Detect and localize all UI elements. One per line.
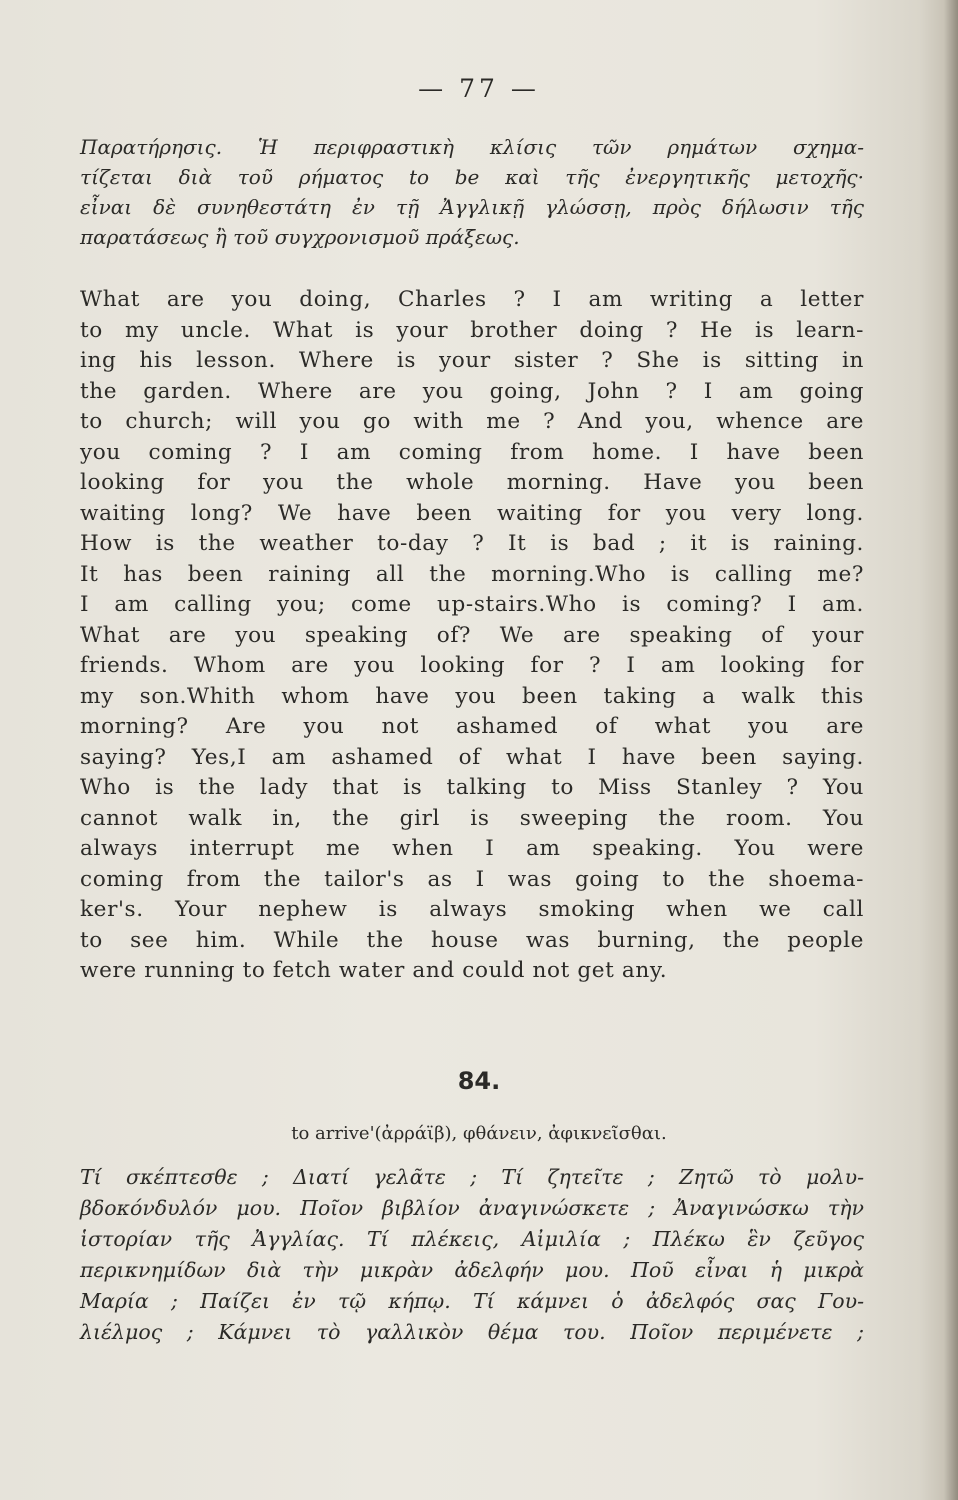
text-line: What are you speaking of? We are speaking of your xyxy=(80,622,864,648)
exercise-line: λιέλμος ; Κάμνει τὸ γαλλικὸν θέμα του. Ποῖον περιμένετε ; xyxy=(80,1320,864,1344)
note-line: τίζεται διὰ τοῦ ρήματος to be καὶ τῆς ἐνεργητικῆς μετοχῆς· xyxy=(80,165,864,189)
text-line: waiting long? We have been waiting for you very long. xyxy=(80,500,864,526)
text-line: Who is the lady that is talking to Miss Stanley ? You xyxy=(80,775,864,800)
exercise-line: βδοκόνδυλόν μου. Ποῖον βιβλίον ἀναγινώσκετε ; Ἀναγινώσκω τὴν xyxy=(80,1196,864,1220)
text-line: It has been raining all the morning.Who is calling me? xyxy=(80,561,864,587)
english-exercise-paragraph xyxy=(80,285,864,987)
text-line: What are you doing, Charles ? I am writing a letter xyxy=(80,287,864,312)
text-line: cannot walk in, the girl is sweeping the room. You xyxy=(80,805,864,831)
section-number: 84. xyxy=(457,1067,501,1095)
note-line: παρατάσεως ἢ τοῦ συγχρονισμοῦ πράξεως. xyxy=(80,225,520,249)
text-line: were running to fetch water and could not get any. xyxy=(80,958,668,983)
page-edge-shadow xyxy=(944,0,958,1500)
exercise-line: Τί σκέπτεσθε ; Διατί γελᾶτε ; Τί ζητεῖτε ; Ζητῶ τὸ μολυ- xyxy=(80,1165,864,1189)
greek-exercise-paragraph xyxy=(80,1162,864,1348)
text-line: to my uncle. What is your brother doing ? He is learn- xyxy=(80,317,864,343)
text-line: the garden. Where are you going, John ? I am going xyxy=(80,378,864,404)
text-line: coming from the tailor's as I was going to the shoema- xyxy=(80,866,864,892)
exercise-line: ἱστορίαν τῆς Ἀγγλίας. Τί πλέκεις, Αἰμιλία ; Πλέκω ἓν ζεῦγος xyxy=(80,1227,864,1251)
vocabulary-entry: to arrive'(ἀρράϊβ), φθάνειν, ἀφικνεῖσθαι. xyxy=(291,1123,667,1144)
text-line: ker's. Your nephew is always smoking when we call xyxy=(80,897,864,922)
text-line: ing his lesson. Where is your sister ? She is sitting in xyxy=(80,348,864,373)
text-line: you coming ? I am coming from home. I have been xyxy=(80,439,864,465)
text-line: always interrupt me when I am speaking. You were xyxy=(80,836,864,861)
text-line: my son.Whith whom have you been taking a walk this xyxy=(80,683,864,709)
note-paragraph xyxy=(80,132,864,252)
text-line: morning? Are you not ashamed of what you are xyxy=(80,714,864,739)
text-line: How is the weather to-day ? It is bad ; it is raining. xyxy=(80,531,864,556)
page-number: — 77 — xyxy=(418,74,540,103)
text-line: looking for you the whole morning. Have you been xyxy=(80,470,864,495)
text-line: I am calling you; come up-stairs.Who is coming? I am. xyxy=(80,592,864,617)
note-line: Παρατήρησις. Ἡ περιφραστικὴ κλίσις τῶν ρημάτων σχημα- xyxy=(80,135,864,159)
text-line: saying? Yes,I am ashamed of what I have been saying. xyxy=(80,744,864,770)
text-line: friends. Whom are you looking for ? I am looking for xyxy=(80,653,864,678)
note-line: εἶναι δὲ συνηθεστάτη ἐν τῇ Ἀγγλικῇ γλώσσῃ, πρὸς δήλωσιν τῆς xyxy=(80,195,864,219)
text-line: to church; will you go with me ? And you, whence are xyxy=(80,409,864,434)
exercise-line: περικνημίδων διὰ τὴν μικρὰν ἀδελφήν μου. Ποῦ εἶναι ἡ μικρὰ xyxy=(80,1258,864,1282)
text-line: to see him. While the house was burning, the people xyxy=(80,927,864,953)
exercise-line: Μαρία ; Παίζει ἐν τῷ κήπῳ. Τί κάμνει ὁ ἀδελφός σας Γου- xyxy=(80,1289,864,1313)
